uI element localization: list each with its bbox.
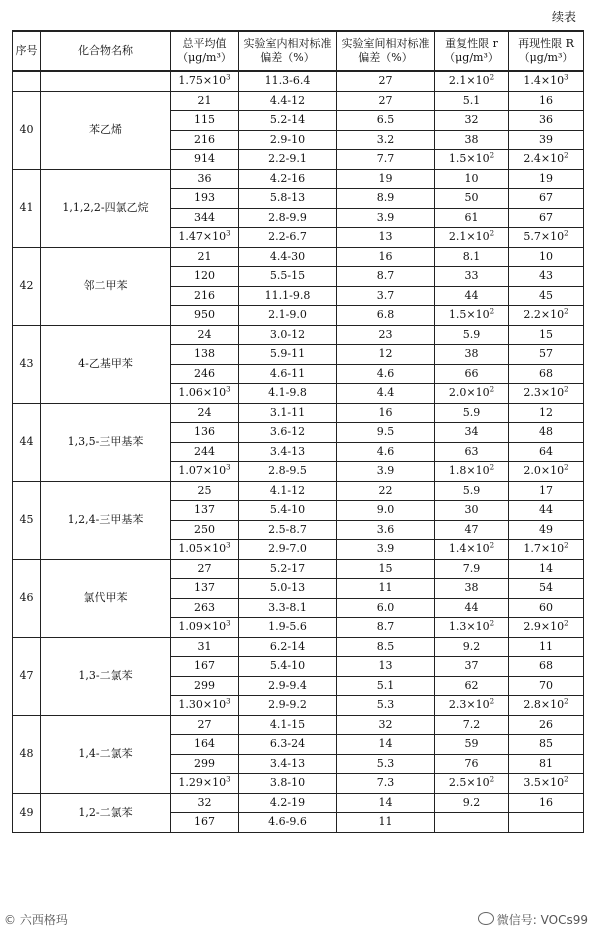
cell-inter-rsd: 9.0 [337, 501, 435, 521]
cell-inter-rsd: 8.7 [337, 267, 435, 287]
cell-index: 48 [13, 715, 41, 793]
cell-reproducibility: 39 [509, 130, 584, 150]
cell-reproducibility [509, 813, 584, 833]
cell-inter-rsd: 3.9 [337, 462, 435, 482]
cell-reproducibility: $2.4\times 10^2$ [509, 150, 584, 170]
cell-reproducibility: $2.9\times 10^2$ [509, 618, 584, 638]
cell-reproducibility: 16 [509, 91, 584, 111]
cell-mean: 31 [171, 637, 239, 657]
watermark-right-text: 微信号: VOCs99 [496, 913, 588, 927]
cell-mean: $1.29\times 10^3$ [171, 774, 239, 794]
cell-repeatability: 34 [435, 423, 509, 443]
cell-reproducibility: $2.8\times 10^2$ [509, 696, 584, 716]
cell-inter-rsd: 6.8 [337, 306, 435, 326]
cell-intra-rsd: 2.1-9.0 [239, 306, 337, 326]
cell-inter-rsd: 23 [337, 325, 435, 345]
cell-repeatability: 61 [435, 208, 509, 228]
cell-inter-rsd: 16 [337, 247, 435, 267]
cell-compound: 4-乙基甲苯 [41, 325, 171, 403]
cell-index: 43 [13, 325, 41, 403]
cell-repeatability: 38 [435, 579, 509, 599]
cell-compound: 1,3,5-三甲基苯 [41, 403, 171, 481]
cell-intra-rsd: 11.1-9.8 [239, 286, 337, 306]
cell-repeatability: $1.4\times 10^2$ [435, 540, 509, 560]
cell-intra-rsd: 2.9-9.4 [239, 676, 337, 696]
cell-repeatability: 8.1 [435, 247, 509, 267]
cell-mean: 246 [171, 364, 239, 384]
cell-intra-rsd: 4.2-19 [239, 793, 337, 813]
cell-inter-rsd: 4.6 [337, 442, 435, 462]
cell-intra-rsd: 4.1-15 [239, 715, 337, 735]
table-row [13, 71, 584, 91]
cell-repeatability: 38 [435, 345, 509, 365]
cell-inter-rsd: 7.3 [337, 774, 435, 794]
cell-mean: 299 [171, 754, 239, 774]
header-intra-rsd: 实验室内相对标准偏差（%） [239, 31, 337, 71]
cell-reproducibility: $2.3\times 10^2$ [509, 384, 584, 404]
cell-intra-rsd: 5.8-13 [239, 189, 337, 209]
cell-intra-rsd: 3.6-12 [239, 423, 337, 443]
header-index: 序号 [13, 31, 41, 71]
cell-repeatability: 47 [435, 520, 509, 540]
cell-intra-rsd: 11.3-6.4 [239, 71, 337, 91]
table-row [13, 91, 584, 111]
cell-repeatability: 5.1 [435, 91, 509, 111]
table-caption: 续表 [551, 10, 576, 24]
cell-intra-rsd: 2.2-9.1 [239, 150, 337, 170]
cell-mean: 344 [171, 208, 239, 228]
cell-repeatability: 7.2 [435, 715, 509, 735]
cell-repeatability: 76 [435, 754, 509, 774]
cell-mean: 167 [171, 813, 239, 833]
header-reproducibility: 再现性限 R（μg/m³） [509, 31, 584, 71]
header-mean: 总平均值（μg/m³） [171, 31, 239, 71]
wechat-icon [478, 912, 494, 925]
cell-intra-rsd: 5.0-13 [239, 579, 337, 599]
cell-repeatability: $2.0\times 10^2$ [435, 384, 509, 404]
cell-reproducibility: 36 [509, 111, 584, 131]
cell-compound: 1,2-二氯苯 [41, 793, 171, 832]
cell-repeatability: 9.2 [435, 637, 509, 657]
cell-intra-rsd: 4.2-16 [239, 169, 337, 189]
cell-inter-rsd: 3.6 [337, 520, 435, 540]
cell-reproducibility: 11 [509, 637, 584, 657]
cell-inter-rsd: 14 [337, 735, 435, 755]
cell-reproducibility: 68 [509, 657, 584, 677]
table-row [13, 715, 584, 735]
cell-inter-rsd: 6.5 [337, 111, 435, 131]
cell-reproducibility: 57 [509, 345, 584, 365]
cell-mean: 164 [171, 735, 239, 755]
cell-inter-rsd: 3.2 [337, 130, 435, 150]
cell-reproducibility: 12 [509, 403, 584, 423]
cell-repeatability: 5.9 [435, 325, 509, 345]
data-table [12, 30, 584, 833]
cell-reproducibility: 43 [509, 267, 584, 287]
cell-mean: 27 [171, 559, 239, 579]
cell-intra-rsd: 5.4-10 [239, 501, 337, 521]
cell-intra-rsd: 3.4-13 [239, 442, 337, 462]
cell-reproducibility: 14 [509, 559, 584, 579]
cell-repeatability: 32 [435, 111, 509, 131]
cell-intra-rsd: 5.4-10 [239, 657, 337, 677]
cell-repeatability: 44 [435, 286, 509, 306]
cell-reproducibility: 64 [509, 442, 584, 462]
cell-repeatability: $1.3\times 10^2$ [435, 618, 509, 638]
cell-reproducibility: 68 [509, 364, 584, 384]
cell-compound [41, 71, 171, 91]
cell-inter-rsd: 13 [337, 228, 435, 248]
cell-compound: 1,2,4-三甲基苯 [41, 481, 171, 559]
cell-repeatability: $1.8\times 10^2$ [435, 462, 509, 482]
cell-inter-rsd: 15 [337, 559, 435, 579]
cell-intra-rsd: 2.9-10 [239, 130, 337, 150]
cell-reproducibility: $3.5\times 10^2$ [509, 774, 584, 794]
cell-intra-rsd: 1.9-5.6 [239, 618, 337, 638]
cell-repeatability: $1.5\times 10^2$ [435, 306, 509, 326]
cell-repeatability: $1.5\times 10^2$ [435, 150, 509, 170]
watermark-left: © 六西格玛 [4, 913, 68, 927]
cell-reproducibility: 26 [509, 715, 584, 735]
cell-mean: $1.06\times 10^3$ [171, 384, 239, 404]
cell-repeatability: 30 [435, 501, 509, 521]
cell-index: 46 [13, 559, 41, 637]
cell-reproducibility: 10 [509, 247, 584, 267]
cell-reproducibility: 19 [509, 169, 584, 189]
cell-intra-rsd: 5.2-14 [239, 111, 337, 131]
cell-intra-rsd: 4.1-12 [239, 481, 337, 501]
cell-repeatability: 62 [435, 676, 509, 696]
cell-reproducibility: 48 [509, 423, 584, 443]
cell-reproducibility: 15 [509, 325, 584, 345]
cell-reproducibility: 45 [509, 286, 584, 306]
cell-intra-rsd: 3.4-13 [239, 754, 337, 774]
table-row [13, 169, 584, 189]
cell-mean: 216 [171, 286, 239, 306]
cell-reproducibility: 81 [509, 754, 584, 774]
cell-index: 49 [13, 793, 41, 832]
cell-reproducibility: 70 [509, 676, 584, 696]
cell-mean: 299 [171, 676, 239, 696]
cell-mean: $1.30\times 10^3$ [171, 696, 239, 716]
cell-mean: $1.75\times 10^3$ [171, 71, 239, 91]
cell-index: 44 [13, 403, 41, 481]
cell-intra-rsd: 2.2-6.7 [239, 228, 337, 248]
cell-repeatability: 66 [435, 364, 509, 384]
cell-mean: 244 [171, 442, 239, 462]
cell-inter-rsd: 4.4 [337, 384, 435, 404]
cell-mean: 25 [171, 481, 239, 501]
cell-inter-rsd: 9.5 [337, 423, 435, 443]
cell-intra-rsd: 3.8-10 [239, 774, 337, 794]
header-repeatability: 重复性限 r（μg/m³） [435, 31, 509, 71]
cell-inter-rsd: 13 [337, 657, 435, 677]
cell-inter-rsd: 4.6 [337, 364, 435, 384]
cell-repeatability: 10 [435, 169, 509, 189]
cell-inter-rsd: 14 [337, 793, 435, 813]
header-inter-rsd: 实验室间相对标准偏差（%） [337, 31, 435, 71]
cell-mean: 136 [171, 423, 239, 443]
cell-reproducibility: $1.7\times 10^2$ [509, 540, 584, 560]
cell-intra-rsd: 3.3-8.1 [239, 598, 337, 618]
cell-mean: 263 [171, 598, 239, 618]
cell-repeatability: 7.9 [435, 559, 509, 579]
table-row [13, 247, 584, 267]
cell-inter-rsd: 3.9 [337, 540, 435, 560]
cell-reproducibility: 85 [509, 735, 584, 755]
cell-index [13, 71, 41, 91]
cell-inter-rsd: 7.7 [337, 150, 435, 170]
cell-repeatability: 38 [435, 130, 509, 150]
cell-intra-rsd: 6.3-24 [239, 735, 337, 755]
cell-inter-rsd: 27 [337, 71, 435, 91]
cell-mean: $1.07\times 10^3$ [171, 462, 239, 482]
table-row [13, 559, 584, 579]
cell-compound: 1,3-二氯苯 [41, 637, 171, 715]
cell-index: 47 [13, 637, 41, 715]
cell-index: 40 [13, 91, 41, 169]
cell-intra-rsd: 2.9-7.0 [239, 540, 337, 560]
cell-intra-rsd: 3.1-11 [239, 403, 337, 423]
cell-intra-rsd: 4.1-9.8 [239, 384, 337, 404]
cell-reproducibility: 49 [509, 520, 584, 540]
cell-mean: 950 [171, 306, 239, 326]
cell-intra-rsd: 4.4-12 [239, 91, 337, 111]
cell-repeatability: $2.5\times 10^2$ [435, 774, 509, 794]
cell-reproducibility: 54 [509, 579, 584, 599]
table-row [13, 325, 584, 345]
cell-mean: $1.05\times 10^3$ [171, 540, 239, 560]
cell-index: 41 [13, 169, 41, 247]
cell-reproducibility: 67 [509, 208, 584, 228]
cell-inter-rsd: 27 [337, 91, 435, 111]
cell-inter-rsd: 11 [337, 579, 435, 599]
cell-repeatability: 9.2 [435, 793, 509, 813]
cell-intra-rsd: 5.5-15 [239, 267, 337, 287]
cell-repeatability: 33 [435, 267, 509, 287]
cell-reproducibility: 17 [509, 481, 584, 501]
table-row [13, 481, 584, 501]
cell-mean: 193 [171, 189, 239, 209]
table-header [13, 31, 584, 71]
cell-inter-rsd: 3.9 [337, 208, 435, 228]
cell-mean: 21 [171, 247, 239, 267]
cell-mean: $1.09\times 10^3$ [171, 618, 239, 638]
cell-mean: 36 [171, 169, 239, 189]
cell-inter-rsd: 3.7 [337, 286, 435, 306]
cell-repeatability: $2.1\times 10^2$ [435, 71, 509, 91]
cell-mean: 216 [171, 130, 239, 150]
cell-inter-rsd: 5.1 [337, 676, 435, 696]
cell-reproducibility: $2.2\times 10^2$ [509, 306, 584, 326]
cell-reproducibility: 44 [509, 501, 584, 521]
cell-mean: 24 [171, 403, 239, 423]
cell-mean: 138 [171, 345, 239, 365]
cell-intra-rsd: 4.4-30 [239, 247, 337, 267]
header-compound: 化合物名称 [41, 31, 171, 71]
cell-repeatability: 37 [435, 657, 509, 677]
cell-intra-rsd: 2.9-9.2 [239, 696, 337, 716]
cell-intra-rsd: 5.9-11 [239, 345, 337, 365]
cell-intra-rsd: 3.0-12 [239, 325, 337, 345]
cell-intra-rsd: 2.8-9.9 [239, 208, 337, 228]
cell-inter-rsd: 16 [337, 403, 435, 423]
cell-repeatability: $2.3\times 10^2$ [435, 696, 509, 716]
cell-mean: 250 [171, 520, 239, 540]
cell-reproducibility: 67 [509, 189, 584, 209]
cell-mean: 914 [171, 150, 239, 170]
cell-inter-rsd: 12 [337, 345, 435, 365]
cell-compound: 1,1,2,2-四氯乙烷 [41, 169, 171, 247]
table-row [13, 403, 584, 423]
table-body [13, 71, 584, 832]
cell-inter-rsd: 5.3 [337, 754, 435, 774]
cell-intra-rsd: 6.2-14 [239, 637, 337, 657]
cell-inter-rsd: 8.7 [337, 618, 435, 638]
cell-mean: $1.47\times 10^3$ [171, 228, 239, 248]
cell-index: 45 [13, 481, 41, 559]
cell-mean: 137 [171, 501, 239, 521]
cell-mean: 32 [171, 793, 239, 813]
cell-inter-rsd: 5.3 [337, 696, 435, 716]
cell-reproducibility: $1.4\times 10^3$ [509, 71, 584, 91]
cell-mean: 24 [171, 325, 239, 345]
cell-repeatability: 50 [435, 189, 509, 209]
cell-reproducibility: 16 [509, 793, 584, 813]
cell-mean: 115 [171, 111, 239, 131]
cell-mean: 27 [171, 715, 239, 735]
cell-repeatability [435, 813, 509, 833]
cell-reproducibility: $2.0\times 10^2$ [509, 462, 584, 482]
cell-intra-rsd: 4.6-9.6 [239, 813, 337, 833]
cell-intra-rsd: 2.5-8.7 [239, 520, 337, 540]
cell-mean: 167 [171, 657, 239, 677]
cell-inter-rsd: 8.9 [337, 189, 435, 209]
cell-inter-rsd: 22 [337, 481, 435, 501]
table-row [13, 793, 584, 813]
cell-intra-rsd: 4.6-11 [239, 364, 337, 384]
cell-compound: 苯乙烯 [41, 91, 171, 169]
cell-repeatability: 59 [435, 735, 509, 755]
table-row [13, 637, 584, 657]
cell-compound: 邻二甲苯 [41, 247, 171, 325]
cell-compound: 氯代甲苯 [41, 559, 171, 637]
cell-mean: 137 [171, 579, 239, 599]
cell-inter-rsd: 8.5 [337, 637, 435, 657]
cell-reproducibility: 60 [509, 598, 584, 618]
cell-mean: 21 [171, 91, 239, 111]
cell-repeatability: 5.9 [435, 403, 509, 423]
cell-inter-rsd: 6.0 [337, 598, 435, 618]
cell-repeatability: 63 [435, 442, 509, 462]
cell-index: 42 [13, 247, 41, 325]
watermark-right [478, 911, 588, 928]
cell-compound: 1,4-二氯苯 [41, 715, 171, 793]
cell-repeatability: $2.1\times 10^2$ [435, 228, 509, 248]
cell-inter-rsd: 32 [337, 715, 435, 735]
cell-reproducibility: $5.7\times 10^2$ [509, 228, 584, 248]
cell-mean: 120 [171, 267, 239, 287]
cell-repeatability: 5.9 [435, 481, 509, 501]
cell-repeatability: 44 [435, 598, 509, 618]
cell-inter-rsd: 11 [337, 813, 435, 833]
cell-intra-rsd: 2.8-9.5 [239, 462, 337, 482]
cell-inter-rsd: 19 [337, 169, 435, 189]
cell-intra-rsd: 5.2-17 [239, 559, 337, 579]
